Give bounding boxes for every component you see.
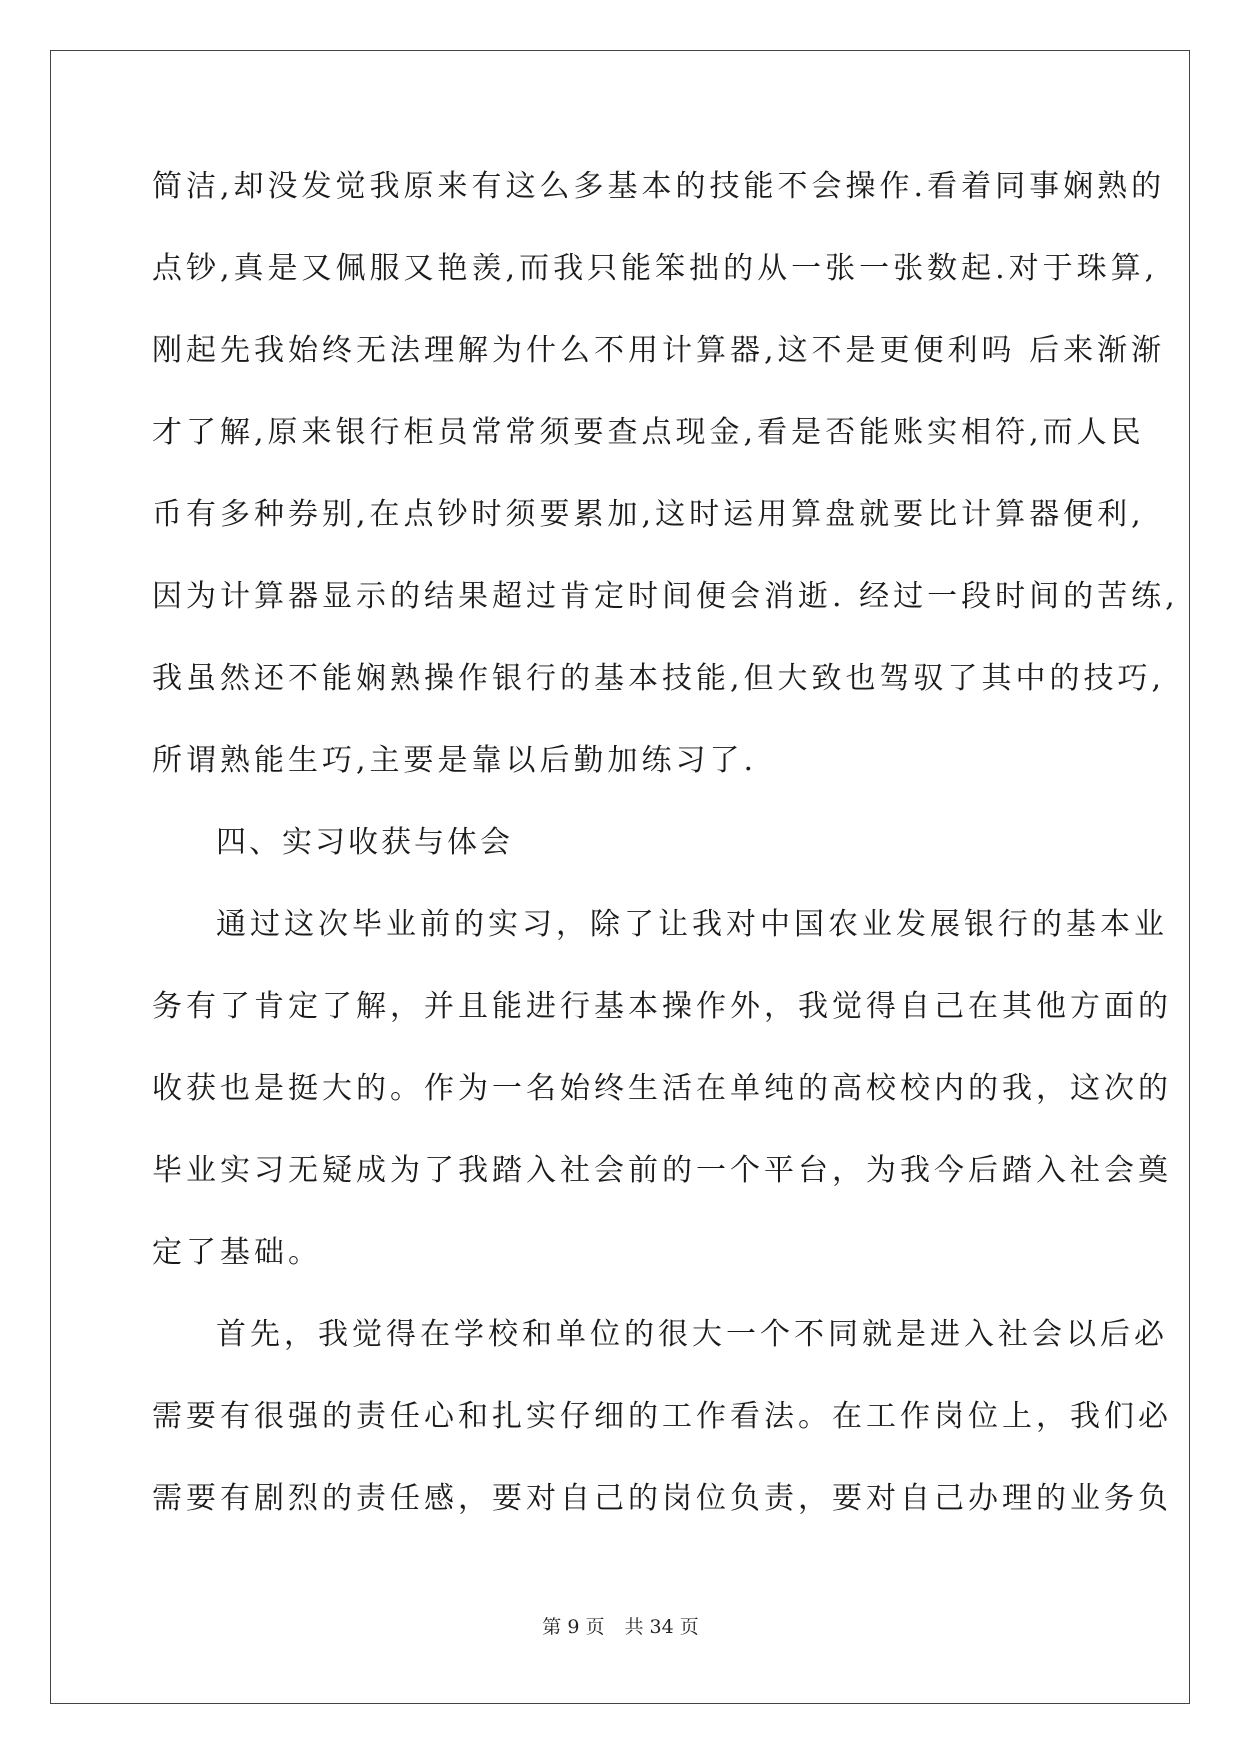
page-number: 第 9 页: [542, 1616, 605, 1638]
text-line-2: 点钞,真是又佩服又艳羡,而我只能笨拙的从一张一张数起.对于珠算,: [152, 251, 1159, 286]
page-footer: [0, 1612, 1241, 1639]
text-line-7: 我虽然还不能娴熟操作银行的基本技能,但大致也驾驭了其中的技巧,: [152, 661, 1166, 696]
text-line-15: 首先，我觉得在学校和单位的很大一个不同就是进入社会以后必: [216, 1317, 1168, 1352]
text-line-11: 务有了肯定了解，并且能进行基本操作外，我觉得自己在其他方面的: [152, 989, 1172, 1024]
document-body: [152, 160, 1179, 1554]
text-line-13: 毕业实习无疑成为了我踏入社会前的一个平台，为我今后踏入社会奠: [152, 1153, 1172, 1188]
text-line-3: 刚起先我始终无法理解为什么不用计算器,这不是更便利吗 后来渐渐: [152, 333, 1166, 368]
text-line-4: 才了解,原来银行柜员常常须要查点现金,看是否能账实相符,而人民: [152, 415, 1145, 450]
text-line-10: 通过这次毕业前的实习，除了让我对中国农业发展银行的基本业: [216, 907, 1168, 942]
text-line-5: 币有多种券别,在点钞时须要累加,这时运用算盘就要比计算器便利,: [152, 497, 1145, 532]
text-line-1: 简洁,却没发觉我原来有这么多基本的技能不会操作.看着同事娴熟的: [152, 169, 1166, 204]
text-line-6: 因为计算器显示的结果超过肯定时间便会消逝. 经过一段时间的苦练,: [152, 579, 1179, 614]
text-line-14: 定了基础。: [152, 1235, 322, 1270]
text-line-16: 需要有很强的责任心和扎实仔细的工作看法。在工作岗位上，我们必: [152, 1399, 1172, 1434]
text-line-17: 需要有剧烈的责任感，要对自己的岗位负责，要对自己办理的业务负: [152, 1481, 1172, 1516]
text-line-8: 所谓熟能生巧,主要是靠以后勤加练习了.: [152, 743, 758, 778]
text-line-12: 收获也是挺大的。作为一名始终生活在单纯的高校校内的我，这次的: [152, 1071, 1172, 1106]
page-total: 共 34 页: [624, 1616, 699, 1638]
section-heading: 四、实习收获与体会: [216, 825, 513, 860]
